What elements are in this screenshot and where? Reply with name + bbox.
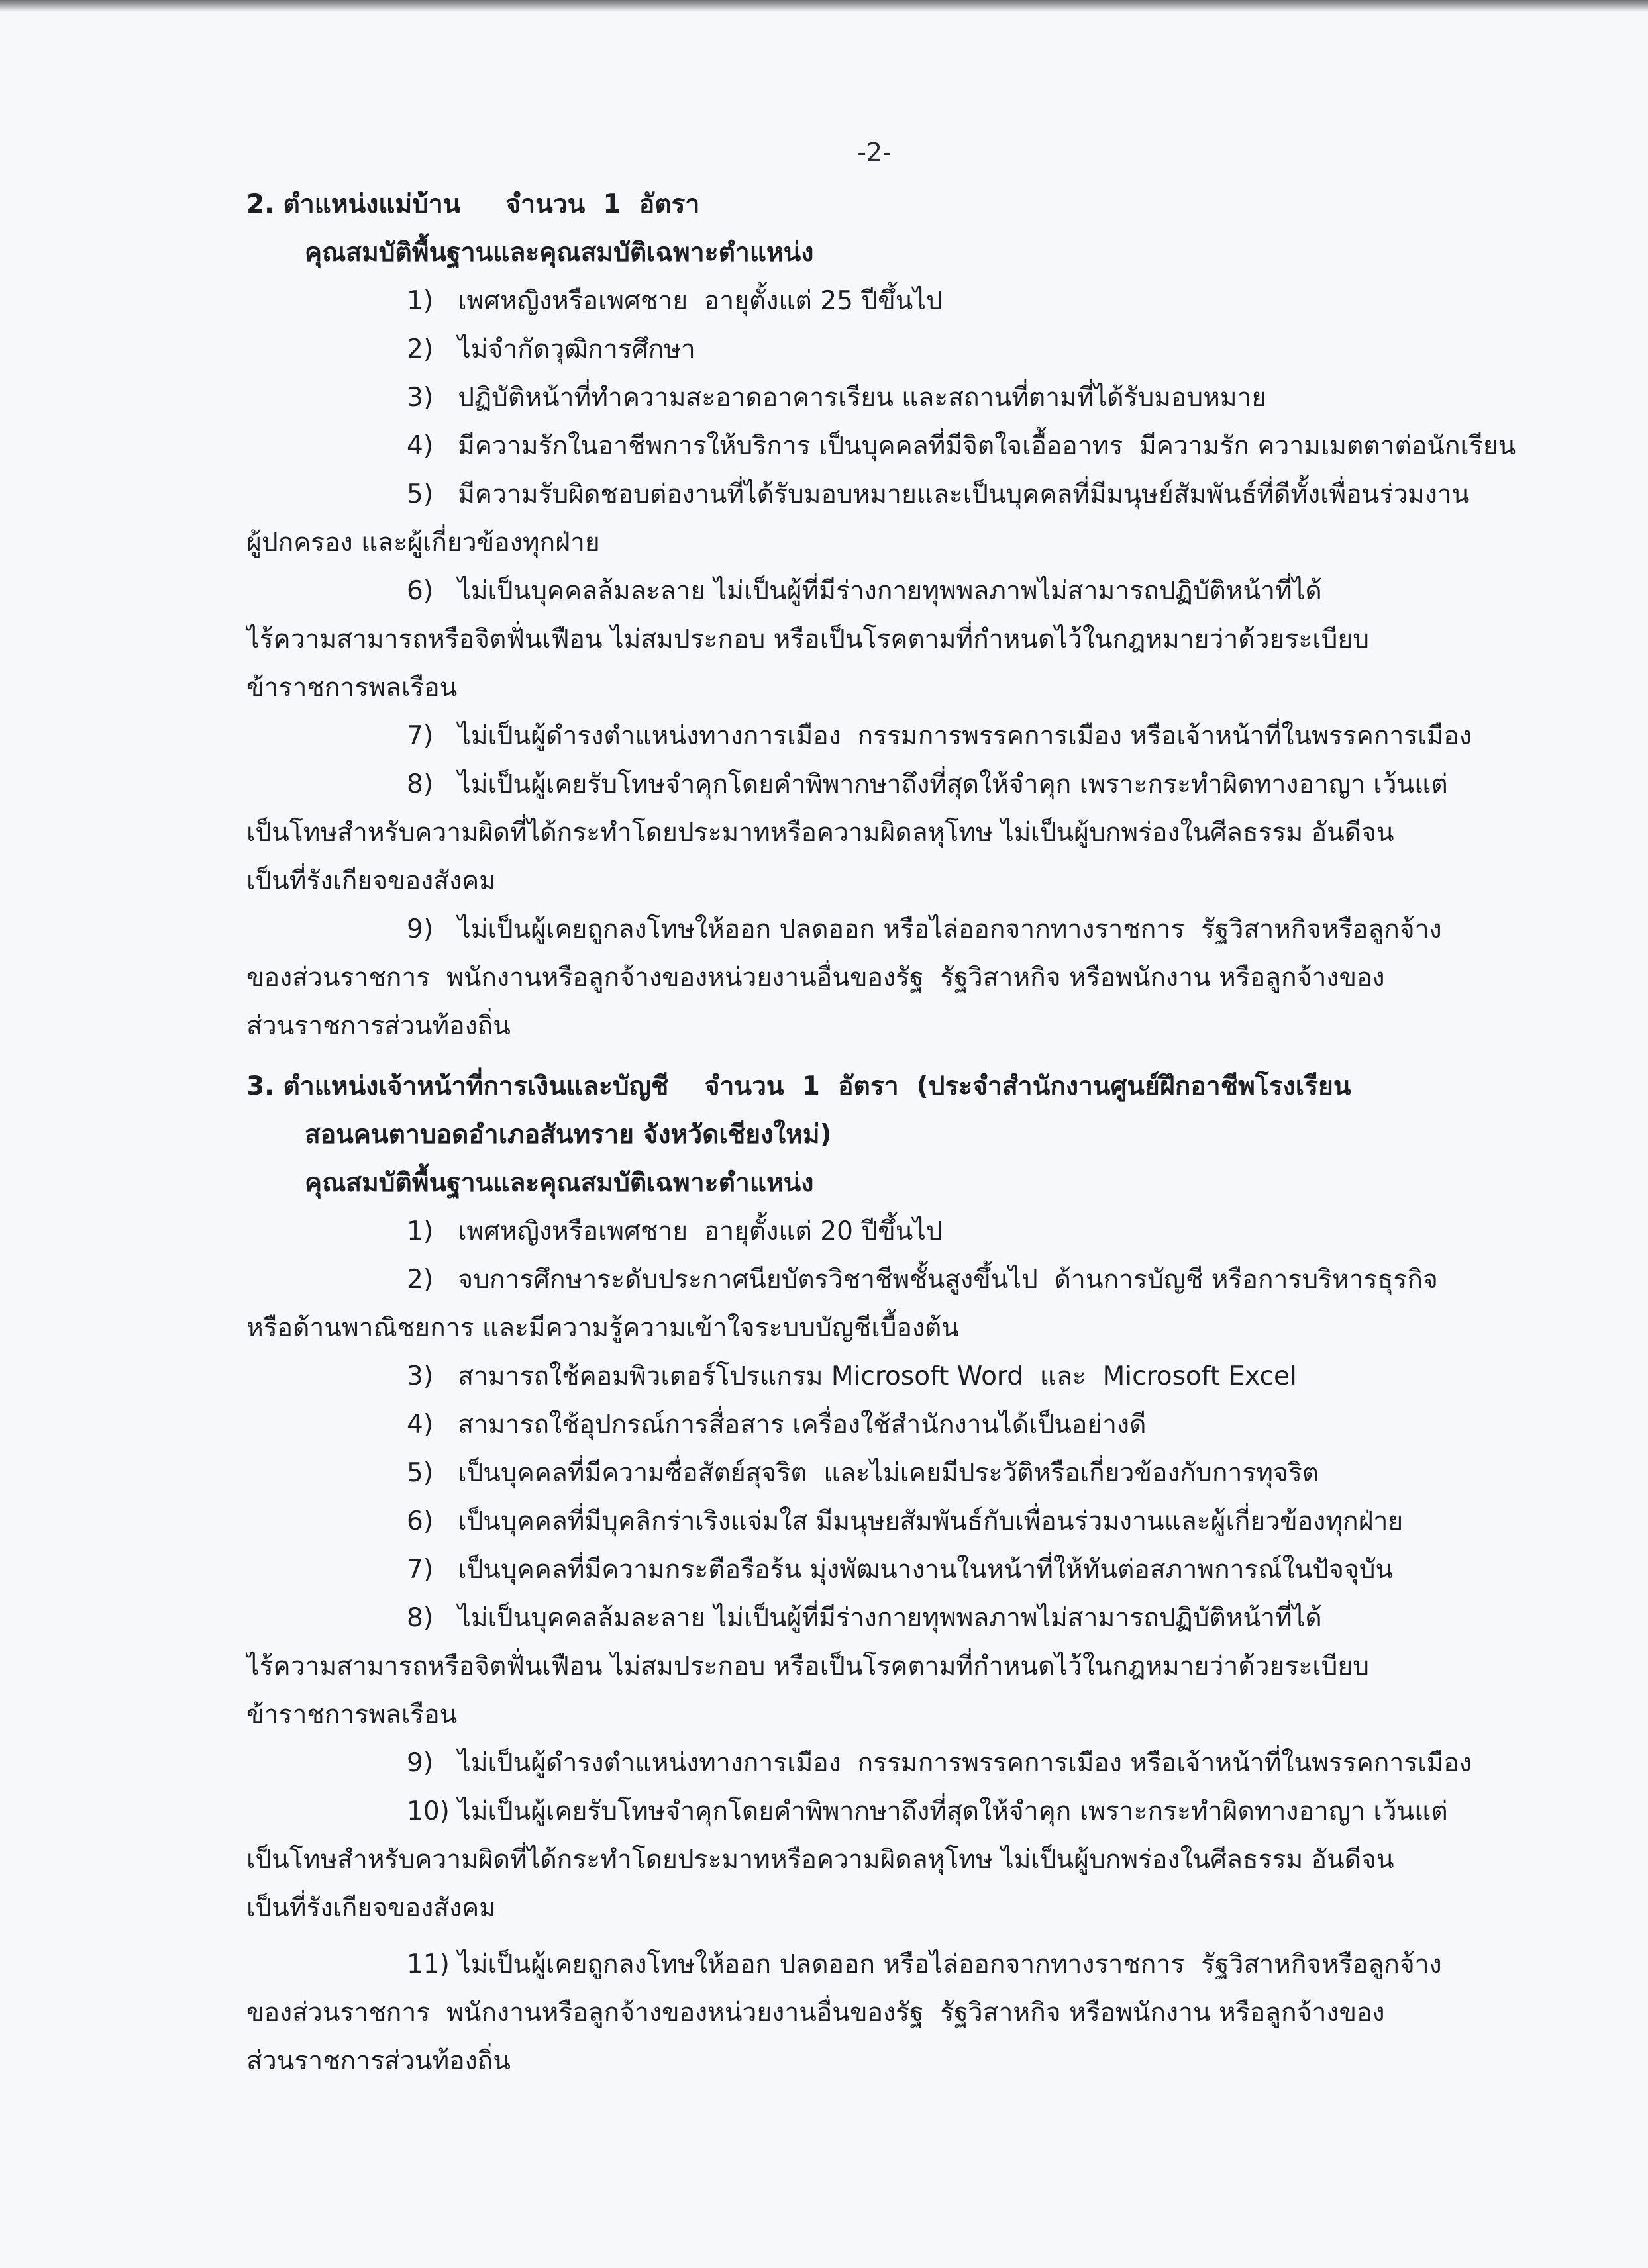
qualification-continuation: เป็นที่รังเกียจของสังคม — [246, 866, 496, 896]
qualification-item: 4) สามารถใช้อุปกรณ์การสื่อสาร เครื่องใช้สำนักงานได้เป็นอย่างดี — [407, 1410, 1147, 1440]
scanner-edge-shadow — [0, 0, 1648, 12]
qualification-continuation: เป็นโทษสำหรับความผิดที่ได้กระทำโดยประมาทหรือความผิดลหุโทษ ไม่เป็นผู้บกพร่องในศีลธรรม อันดีจน — [246, 818, 1394, 848]
qualification-item: 8) ไม่เป็นผู้เคยรับโทษจำคุกโดยคำพิพากษาถึงที่สุดให้จำคุก เพราะกระทำผิดทางอาญา เว้นแต่ — [407, 769, 1448, 799]
qualification-item: 2) จบการศึกษาระดับประกาศนียบัตรวิชาชีพชั้นสูงขึ้นไป ด้านการบัญชี หรือการบริหารธุรกิจ — [407, 1265, 1438, 1295]
qualification-continuation: ของส่วนราชการ พนักงานหรือลูกจ้างของหน่วยงานอื่นของรัฐ รัฐวิสาหกิจ หรือพนักงาน หรือลูกจ้างของ — [246, 963, 1385, 993]
qualification-item: 7) ไม่เป็นผู้ดำรงตำแหน่งทางการเมือง กรรมการพรรคการเมือง หรือเจ้าหน้าที่ในพรรคการเมือง — [407, 721, 1472, 751]
qualification-continuation: ไร้ความสามารถหรือจิตฟั่นเฟือน ไม่สมประกอบ หรือเป็นโรคตามที่กำหนดไว้ในกฎหมายว่าด้วยระเบียบ — [246, 1652, 1369, 1681]
qualification-continuation: ไร้ความสามารถหรือจิตฟั่นเฟือน ไม่สมประกอบ หรือเป็นโรคตามที่กำหนดไว้ในกฎหมายว่าด้วยระเบียบ — [246, 624, 1369, 654]
section-3-heading: 3. ตำแหน่งเจ้าหน้าที่การเงินและบัญชี จำนวน 1 อัตรา (ประจำสำนักงานศูนย์ฝึกอาชีพโรงเรียน — [246, 1071, 1351, 1101]
qualification-item: 3) ปฏิบัติหน้าที่ทำความสะอาดอาคารเรียน และสถานที่ตามที่ได้รับมอบหมาย — [407, 383, 1267, 413]
page-number: -2- — [857, 138, 892, 167]
section-3-subheading: คุณสมบัติพื้นฐานและคุณสมบัติเฉพาะตำแหน่ง — [305, 1168, 814, 1198]
qualification-item: 7) เป็นบุคคลที่มีความกระตือรือร้น มุ่งพัฒนางานในหน้าที่ให้ทันต่อสภาพการณ์ในปัจจุบัน — [407, 1555, 1394, 1585]
qualification-continuation: ข้าราชการพลเรือน — [246, 1700, 458, 1730]
qualification-continuation: ของส่วนราชการ พนักงานหรือลูกจ้างของหน่วยงานอื่นของรัฐ รัฐวิสาหกิจ หรือพนักงาน หรือลูกจ้างของ — [246, 1998, 1385, 2028]
qualification-item: 11) ไม่เป็นผู้เคยถูกลงโทษให้ออก ปลดออก หรือไล่ออกจากทางราชการ รัฐวิสาหกิจหรือลูกจ้าง — [407, 1949, 1442, 1979]
qualification-item: 2) ไม่จำกัดวุฒิการศึกษา — [407, 334, 695, 364]
qualification-item: 1) เพศหญิงหรือเพศชาย อายุตั้งแต่ 20 ปีขึ้นไป — [407, 1216, 943, 1246]
qualification-item: 4) มีความรักในอาชีพการให้บริการ เป็นบุคคลที่มีจิตใจเอื้ออาทร มีความรัก ความเมตตาต่อนักเรียน — [407, 431, 1516, 461]
qualification-continuation: ส่วนราชการส่วนท้องถิ่น — [246, 1011, 511, 1041]
qualification-item: 6) เป็นบุคคลที่มีบุคลิกร่าเริงแจ่มใส มีมนุษยสัมพันธ์กับเพื่อนร่วมงานและผู้เกี่ยวข้องทุกฝ่าย — [407, 1506, 1404, 1536]
qualification-item: 3) สามารถใช้คอมพิวเตอร์โปรแกรม Microsoft Word และ Microsoft Excel — [407, 1361, 1297, 1391]
qualification-item: 9) ไม่เป็นผู้ดำรงตำแหน่งทางการเมือง กรรมการพรรคการเมือง หรือเจ้าหน้าที่ในพรรคการเมือง — [407, 1748, 1472, 1778]
section-3-heading-continuation: สอนคนตาบอดอำเภอสันทราย จังหวัดเชียงใหม่) — [305, 1120, 832, 1150]
qualification-item: 1) เพศหญิงหรือเพศชาย อายุตั้งแต่ 25 ปีขึ้นไป — [407, 286, 943, 316]
qualification-continuation: เป็นโทษสำหรับความผิดที่ได้กระทำโดยประมาทหรือความผิดลหุโทษ ไม่เป็นผู้บกพร่องในศีลธรรม อันดีจน — [246, 1845, 1394, 1875]
section-2-subheading: คุณสมบัติพื้นฐานและคุณสมบัติเฉพาะตำแหน่ง — [305, 238, 814, 268]
document-body — [246, 180, 1518, 2085]
qualification-continuation: ส่วนราชการส่วนท้องถิ่น — [246, 2046, 511, 2076]
qualification-item: 8) ไม่เป็นบุคคลล้มละลาย ไม่เป็นผู้ที่มีร่างกายทุพพลภาพไม่สามารถปฏิบัติหน้าที่ได้ — [407, 1603, 1322, 1633]
section-2-heading: 2. ตำแหน่งแม่บ้าน จำนวน 1 อัตรา — [246, 189, 700, 219]
qualification-item: 9) ไม่เป็นผู้เคยถูกลงโทษให้ออก ปลดออก หรือไล่ออกจากทางราชการ รัฐวิสาหกิจหรือลูกจ้าง — [407, 914, 1442, 944]
qualification-continuation: ผู้ปกครอง และผู้เกี่ยวข้องทุกฝ่าย — [246, 528, 600, 558]
qualification-item: 6) ไม่เป็นบุคคลล้มละลาย ไม่เป็นผู้ที่มีร่างกายทุพพลภาพไม่สามารถปฏิบัติหน้าที่ได้ — [407, 576, 1322, 606]
qualification-continuation: ข้าราชการพลเรือน — [246, 673, 458, 703]
qualification-item: 10) ไม่เป็นผู้เคยรับโทษจำคุกโดยคำพิพากษาถึงที่สุดให้จำคุก เพราะกระทำผิดทางอาญา เว้นแต่ — [407, 1797, 1448, 1826]
qualification-item: 5) มีความรับผิดชอบต่องานที่ได้รับมอบหมายและเป็นบุคคลที่มีมนุษย์สัมพันธ์ที่ดีทั้งเพื่อนร่วมงาน — [407, 479, 1470, 509]
qualification-continuation: หรือด้านพาณิชยการ และมีความรู้ความเข้าใจระบบบัญชีเบื้องต้น — [246, 1313, 959, 1343]
qualification-continuation: เป็นที่รังเกียจของสังคม — [246, 1893, 496, 1923]
qualification-item: 5) เป็นบุคคลที่มีความซื่อสัตย์สุจริต และไม่เคยมีประวัติหรือเกี่ยวข้องกับการทุจริต — [407, 1458, 1319, 1488]
